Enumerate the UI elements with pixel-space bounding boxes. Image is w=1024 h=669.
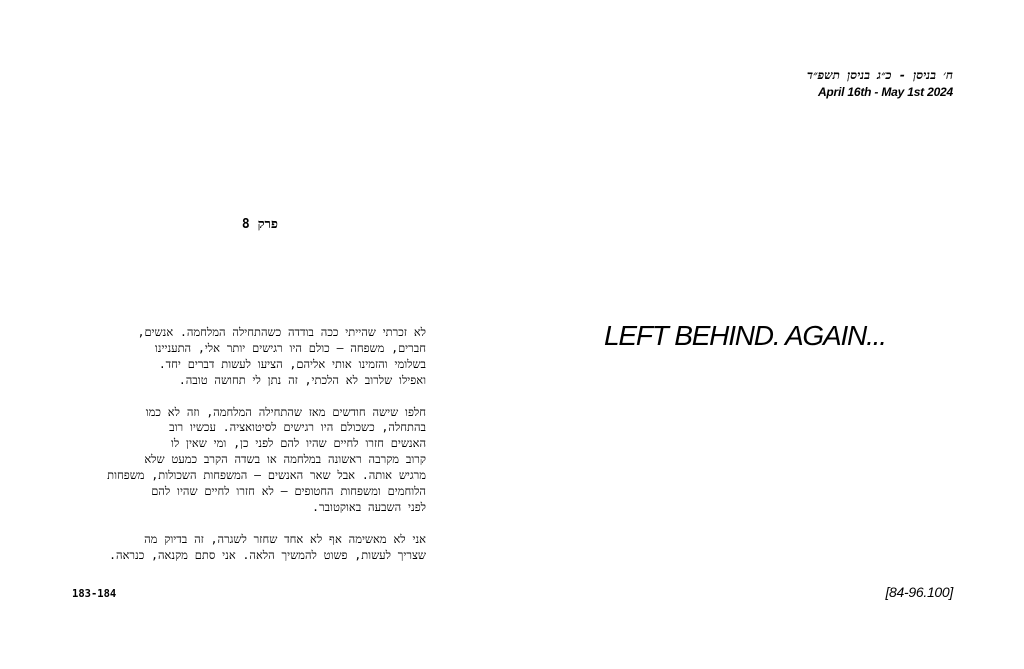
paragraph-3 <box>84 532 426 564</box>
date-english: April 16th - May 1st 2024 <box>817 85 953 99</box>
body-text <box>84 325 426 579</box>
text-line: חברים, משפחה – כולם היו רגישים יותר אלי, התעניינו <box>154 340 426 355</box>
reference-number: [84-96.100] <box>885 584 953 600</box>
text-line: הלוחמים ומשפחות החטופים – לא חזרו לחיים שהיו להם <box>151 484 426 499</box>
text-line: קרוב מקרבה ראשונה במלחמה או בשדה הקרב כמעט שלא <box>144 452 426 467</box>
paragraph-1 <box>84 325 426 389</box>
paragraph-2 <box>84 405 426 516</box>
text-line: בשלומי והזמינו אותי אליהם, הציעו לעשות דברים יחד. <box>158 356 426 371</box>
text-line: מרגיש אותה. אבל שאר האנשים – המשפחות השכולות, משפחות <box>107 468 426 483</box>
date-hebrew: ח׳ בניסן - כ״ג בניסן תשפ״ד <box>806 68 953 82</box>
text-line: חלפו שישה חודשים מאז שהתחילה המלחמה, וזה לא כמו <box>145 404 426 419</box>
main-title: LEFT BEHIND. AGAIN... <box>604 320 886 351</box>
text-line: בהתחלה, כשכולם היו רגישים לסיטואציה. עכשיו רוב <box>169 420 426 435</box>
text-line: לפני השבעה באוקטובר. <box>312 499 426 514</box>
date-block <box>807 66 953 100</box>
page-numbers: 183-184 <box>72 588 117 600</box>
text-line: האנשים חזרו לחיים שהיו להם לפני כן, ומי שאין לו <box>170 436 426 451</box>
text-line: לא זכרתי שהייתי ככה בודדה כשהתחילה המלחמה. אנשים, <box>137 325 426 339</box>
text-line: אני לא מאשימה אף לא אחד שחזר לשגרה, זה בדיוק מה <box>144 531 426 546</box>
chapter-title: פרק 8 <box>241 217 278 232</box>
text-line: שצריך לעשות, פשוט להמשיך הלאה. אני סתם מקנאה, כנראה. <box>109 547 426 562</box>
text-line: ואפילו שלרוב לא הלכתי, זה נתן לי תחושה טובה. <box>178 372 426 387</box>
